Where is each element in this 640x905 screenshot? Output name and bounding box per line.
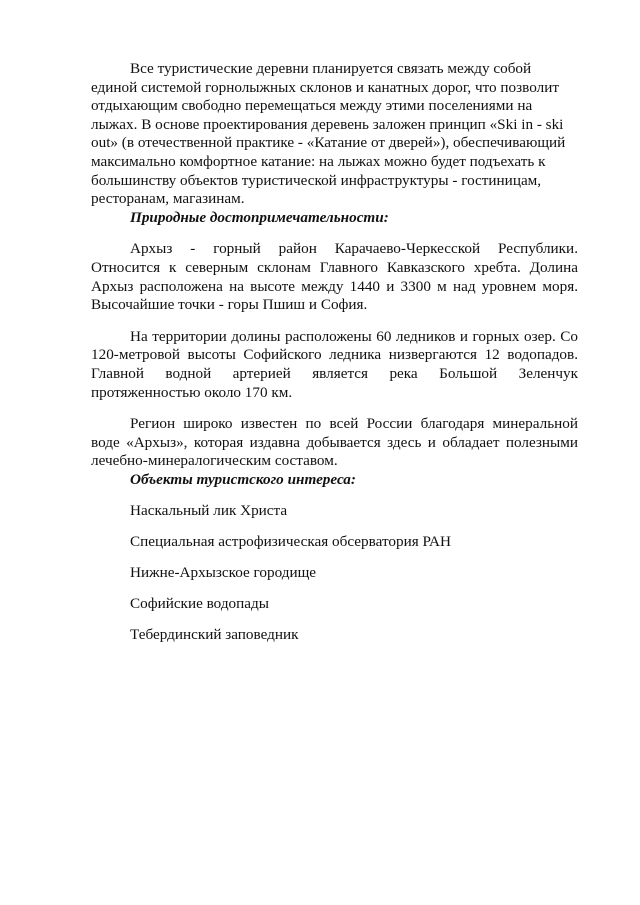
heading-tourist-objects: Объекты туристского интереса: (130, 470, 356, 488)
heading-natural-attractions: Природные достопримечательности: (130, 208, 389, 226)
paragraph-glaciers: На территории долины расположены 60 ледников и горных озер. Со 120-метровой высоты Софийского ледника низвергаются 12 водопадов. Главной водной артерией является река Большой Зеленчук протяженностью около 170 км. (91, 327, 578, 401)
list-item: Наскальный лик Христа (130, 502, 288, 520)
paragraph-villages: Все туристические деревни планируется связать между собой единой системой горнолыжных склонов и канатных дорог, что позволит отдыхающим свободно перемещаться между этими поселениями на лыжах. В основе проектирования деревень заложен принцип «Ski in - ski out» (в отечественной практике - «Катание от дверей»), обеспечивающий максимально комфортное катание: на лыжах можно будет подъехать к большинству объектов туристической инфраструктуры - гостиницам, ресторанам, магазинам. (91, 60, 566, 208)
list-item: Нижне-Архызское городище (130, 564, 317, 582)
tourist-objects-list (91, 502, 578, 645)
paragraph-arkhyz: Архыз - горный район Карачаево-Черкесской Республики. Относится к северным склонам Главного Кавказского хребта. Долина Архыз расположена на высоте между 1440 и 3300 м над уровнем моря. Высочайшие точки - горы Пшиш и София. (91, 240, 578, 314)
list-item: Тебердинский заповедник (130, 626, 299, 644)
paragraph-mineral-water: Регион широко известен по всей России благодаря минеральной воде «Архыз», которая издавна добывается здесь и обладает полезными лечебно-минералогическим составом. (91, 415, 578, 470)
list-item: Специальная астрофизическая обсерватория РАН (130, 533, 451, 551)
list-item: Софийские водопады (130, 595, 269, 613)
document-page (91, 60, 578, 645)
